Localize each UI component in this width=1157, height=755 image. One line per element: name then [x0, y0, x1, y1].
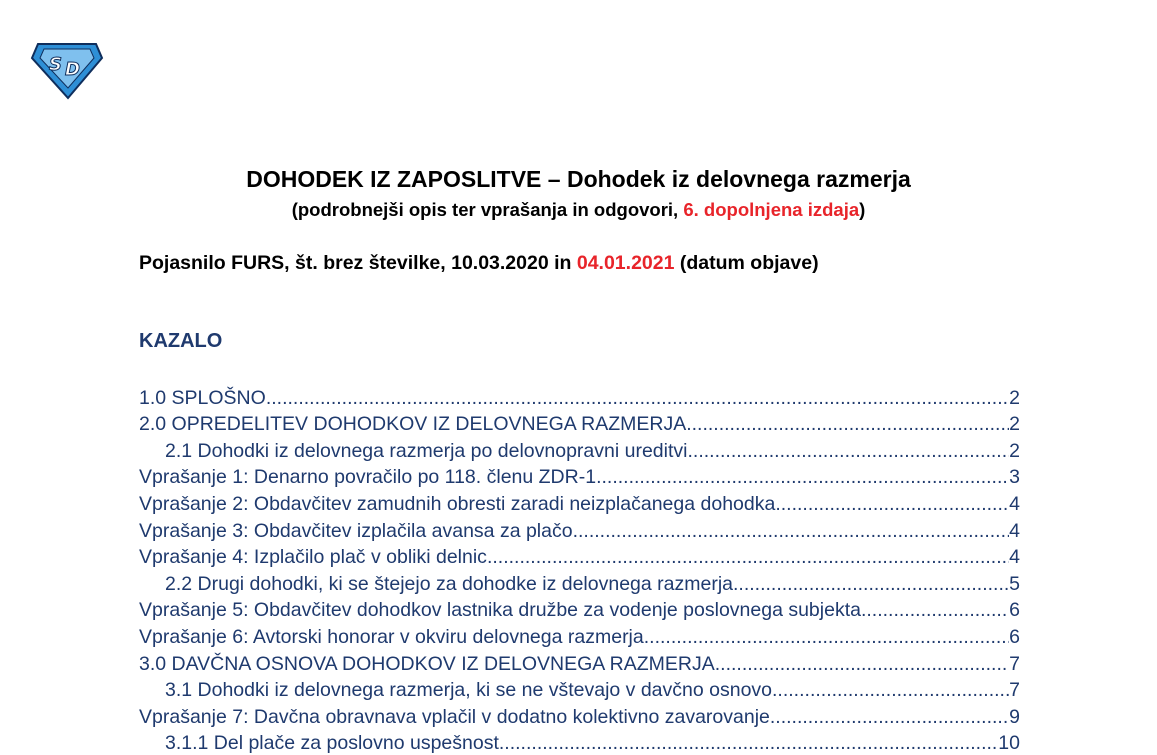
toc-heading: KAZALO	[139, 330, 223, 352]
toc-leader	[487, 546, 1009, 569]
toc-entry[interactable]	[139, 410, 1020, 437]
toc-entry[interactable]	[139, 569, 1020, 596]
toc-entry-title: 2.0 OPREDELITEV DOHODKOV IZ DELOVNEGA RAZMERJA	[139, 413, 687, 436]
toc-entry-title: Vprašanje 6: Avtorski honorar v okviru delovnega razmerja	[139, 625, 644, 648]
toc-leader	[715, 653, 1009, 676]
edition-highlight: 6. dopolnjena izdaja	[683, 199, 860, 220]
toc-entry[interactable]	[139, 489, 1020, 516]
toc-entry[interactable]	[139, 543, 1020, 570]
toc-leader	[770, 706, 1009, 729]
toc-entry-page: 4	[1009, 546, 1020, 569]
toc-leader	[861, 599, 1009, 622]
toc-leader	[573, 520, 1010, 543]
toc-entry-page: 7	[1009, 679, 1020, 702]
toc-entry-page: 3	[1009, 466, 1020, 489]
toc-leader	[686, 413, 1009, 436]
toc-entry-page: 6	[1009, 599, 1020, 622]
svg-text:D: D	[65, 59, 80, 80]
toc-leader	[596, 466, 1009, 489]
document-subtitle	[0, 199, 1157, 221]
toc-entry-page: 10	[998, 732, 1020, 755]
toc-entry[interactable]	[139, 622, 1020, 649]
publication-date: 04.01.2021	[576, 252, 675, 274]
toc-entry-page: 2	[1009, 413, 1020, 436]
toc-entry-title: 1.0 SPLOŠNO	[139, 386, 266, 409]
toc-entry-title: Vprašanje 5: Obdavčitev dohodkov lastnika družbe za vodenje poslovnega subjekta	[139, 599, 861, 622]
toc-entry-page: 6	[1009, 625, 1020, 648]
toc-leader	[772, 679, 1009, 702]
toc-entry-title: Vprašanje 3: Obdavčitev izplačila avansa za plačo	[139, 519, 573, 542]
diamond-logo-icon	[30, 40, 104, 100]
toc-entry-title: Vprašanje 1: Denarno povračilo po 118. členu ZDR-1	[139, 466, 597, 489]
toc-leader	[499, 732, 998, 755]
source-suffix: (datum objave)	[674, 252, 819, 274]
toc-entry[interactable]	[139, 463, 1020, 490]
toc-entry[interactable]	[139, 436, 1020, 463]
toc-entry[interactable]	[139, 702, 1020, 729]
toc-entry[interactable]	[139, 729, 1020, 755]
toc-entry[interactable]	[139, 516, 1020, 543]
toc-entry-title: Vprašanje 2: Obdavčitev zamudnih obresti zaradi neizplačanega dohodka	[139, 492, 776, 515]
toc-leader	[687, 440, 1009, 463]
toc-entry-title: 2.1 Dohodki iz delovnega razmerja po delovnopravni ureditvi	[165, 439, 688, 462]
toc-leader	[266, 387, 1009, 410]
document-title: DOHODEK IZ ZAPOSLITVE – Dohodek iz delovnega razmerja	[246, 166, 911, 192]
toc-entry-page: 5	[1009, 572, 1020, 595]
source-text: Pojasnilo FURS, št. brez številke, 10.03.2020 in	[139, 252, 577, 274]
toc-leader	[644, 626, 1009, 649]
toc-entry-page: 2	[1009, 439, 1020, 462]
toc-entry-page: 4	[1009, 519, 1020, 542]
svg-text:S: S	[49, 54, 62, 75]
toc-entry[interactable]	[139, 649, 1020, 676]
subtitle-text: (podrobnejši opis ter vprašanja in odgovori,	[291, 199, 684, 220]
toc-entry-title: Vprašanje 7: Davčna obravnava vplačil v dodatno kolektivno zavarovanje	[139, 705, 770, 728]
table-of-contents	[139, 383, 1020, 755]
subtitle-close: )	[859, 199, 866, 220]
toc-leader	[775, 493, 1009, 516]
source-line	[139, 252, 819, 275]
toc-leader	[733, 573, 1009, 596]
toc-entry-title: 2.2 Drugi dohodki, ki se štejejo za dohodke iz delovnega razmerja	[165, 572, 733, 595]
toc-entry[interactable]	[139, 676, 1020, 703]
toc-entry-title: 3.0 DAVČNA OSNOVA DOHODKOV IZ DELOVNEGA RAZMERJA	[139, 652, 715, 675]
toc-entry-page: 4	[1009, 492, 1020, 515]
toc-entry[interactable]	[139, 596, 1020, 623]
toc-entry-page: 2	[1009, 386, 1020, 409]
toc-entry-page: 9	[1009, 705, 1020, 728]
toc-entry-title: 3.1 Dohodki iz delovnega razmerja, ki se ne vštevajo v davčno osnovo	[165, 679, 773, 702]
toc-entry-title: Vprašanje 4: Izplačilo plač v obliki delnic	[139, 546, 487, 569]
toc-entry[interactable]	[139, 383, 1020, 410]
toc-entry-page: 7	[1009, 652, 1020, 675]
toc-entry-title: 3.1.1 Del plače za poslovno uspešnost	[165, 732, 499, 755]
